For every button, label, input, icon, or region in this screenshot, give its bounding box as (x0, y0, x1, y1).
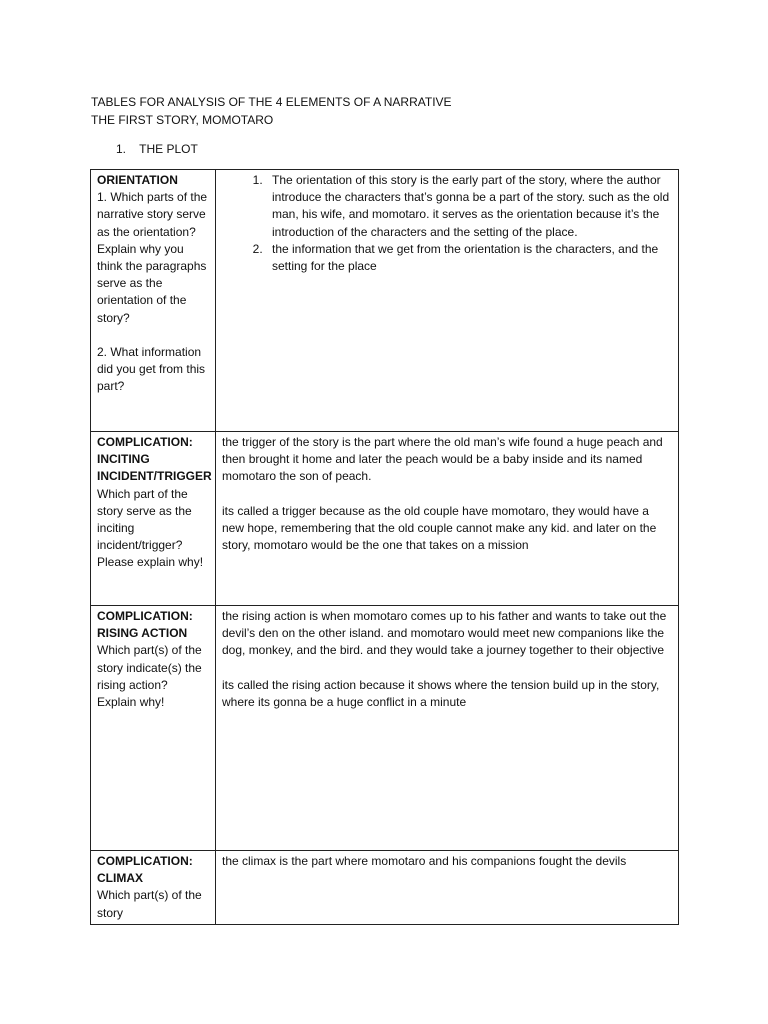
document-title: TABLES FOR ANALYSIS OF THE 4 ELEMENTS OF A NARRATIVE (91, 95, 452, 109)
question-cell (91, 170, 216, 432)
answer-paragraph: the trigger of the story is the part where the old man’s wife found a huge peach and then brought it home and later the peach would be a baby inside and its named momotaro the son of peach. (222, 435, 663, 484)
section-heading (116, 141, 198, 158)
table-row-rising-action (91, 606, 679, 851)
answer-item: 2. the information that we get from the orientation is the characters, and the setting for the place (266, 241, 672, 275)
row-label: COMPLICATION: RISING ACTION (97, 609, 193, 641)
section-title: THE PLOT (139, 142, 198, 156)
row-label: COMPLICATION: INCITING INCIDENT/TRIGGER (97, 435, 212, 484)
answer-cell (216, 432, 679, 606)
row-label: COMPLICATION: CLIMAX (97, 854, 193, 886)
question-cell (91, 432, 216, 606)
answer-cell (216, 606, 679, 851)
question-text: Which part of the story serve as the inciting incident/trigger? Please explain why! (97, 486, 204, 570)
question-text: Which part(s) of the story indicate(s) the rising action? Explain why! (97, 643, 202, 710)
answer-paragraph: its called a trigger because as the old couple have momotaro, they would have a new hope, remembering that the old couple cannot make any kid. and later on the story, momotaro would be the one that takes on a mission (222, 503, 657, 553)
answer-paragraph: the climax is the part where momotaro and his companions fought the devils (222, 854, 627, 868)
table-row-climax (91, 851, 679, 925)
answer-cell (216, 170, 679, 432)
question-cell (91, 606, 216, 851)
section-number: 1. (116, 142, 127, 156)
answer-item: 1. The orientation of this story is the early part of the story, where the author introduce the characters that’s gonna be a part of the story. such as the old man, his wife, and momotaro. it serves as the orientation because it’s the introduction of the characters and the setting of the place. (266, 172, 672, 241)
question-text: Which part(s) of the story (97, 888, 202, 920)
document-subtitle: THE FIRST STORY, MOMOTARO (91, 113, 274, 127)
table-row-orientation (91, 170, 679, 432)
answer-cell (216, 851, 679, 925)
table-row-inciting-incident (91, 432, 679, 606)
question-cell (91, 851, 216, 925)
answer-paragraph: the rising action is when momotaro comes up to his father and wants to take out the devil’s den on the other island. and momotaro would meet new companions like the dog, monkey, and the bird. and they would take a journey together to their objective (222, 609, 667, 658)
answer-list (222, 172, 672, 275)
answer-paragraph: its called the rising action because it shows where the tension build up in the story, where its gonna be a huge conflict in a minute (222, 677, 660, 709)
row-label: ORIENTATION (97, 173, 178, 187)
question-text: 1. Which parts of the narrative story serve as the orientation? Explain why you think the paragraphs serve as the orientation of the story? (97, 190, 208, 325)
plot-analysis-table (90, 169, 679, 925)
question-text: 2. What information did you get from this part? (97, 344, 206, 394)
